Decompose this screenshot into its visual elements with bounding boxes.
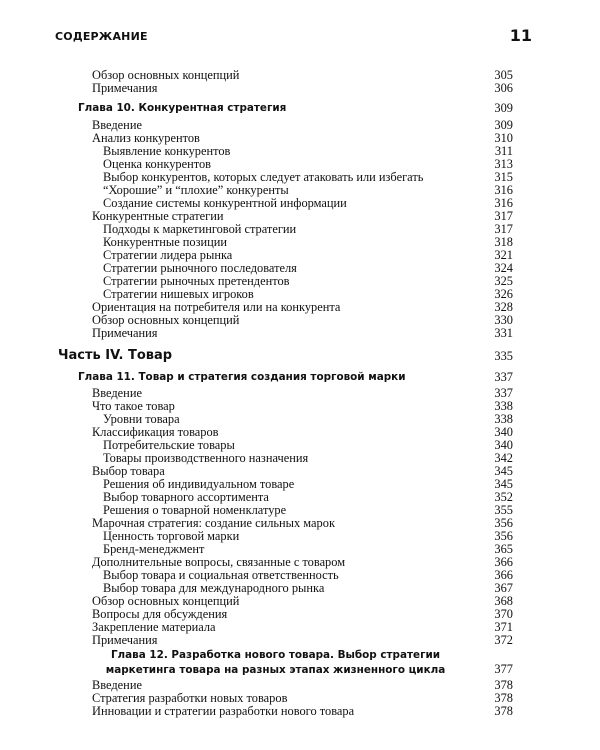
toc-entry [0, 568, 600, 582]
toc-entry-title: Закрепление материала [92, 620, 216, 634]
toc-entry-title: Вопросы для обсуждения [92, 607, 228, 621]
toc-chapter-page-number: 377 [494, 662, 513, 676]
toc-entry [0, 607, 600, 621]
running-header-title: СОДЕРЖАНИЕ [55, 30, 148, 43]
toc-entry-title: Выявление конкурентов [103, 144, 231, 158]
toc-entry-page-number: 356 [494, 529, 513, 543]
toc-entry [0, 555, 600, 569]
toc-entry-title: Примечания [92, 81, 158, 95]
toc-entry [0, 274, 600, 288]
toc-entry-title: Подходы к маркетинговой стратегии [103, 222, 297, 236]
toc-chapter-title: Глава 11. Товар и стратегия создания торговой марки [78, 371, 406, 383]
toc-entry [0, 581, 600, 595]
toc-entry-title: Стратегии нишевых игроков [103, 287, 254, 301]
toc-entry-title: Товары производственного назначения [103, 451, 309, 465]
toc-entry [0, 451, 600, 465]
toc-entry-page-number: 378 [494, 691, 513, 705]
toc-entry-title: Бренд-менеджмент [103, 542, 205, 556]
toc-entry-title: Марочная стратегия: создание сильных марок [92, 516, 335, 530]
toc-entry-title: Обзор основных концепций [92, 313, 240, 327]
toc-entry [0, 542, 600, 556]
toc-entry-page-number: 321 [494, 248, 513, 262]
toc-entry [0, 620, 600, 634]
toc-entry-page-number: 316 [494, 196, 513, 210]
toc-entry [0, 209, 600, 223]
toc-entry [0, 248, 600, 262]
toc-entry [0, 131, 600, 145]
toc-entry-title: Выбор конкурентов, которых следует атаковать или избегать [103, 170, 424, 184]
toc-entry [0, 412, 600, 426]
toc-entry-page-number: 330 [494, 313, 513, 327]
toc-entry-page-number: 337 [494, 386, 513, 400]
toc-entry [0, 196, 600, 210]
toc-entry [0, 118, 600, 132]
toc-entry-page-number: 311 [494, 144, 513, 158]
toc-entry-page-number: 316 [494, 183, 513, 197]
toc-entry-title: Конкурентные позиции [103, 235, 228, 249]
toc-entry-title: Анализ конкурентов [92, 131, 200, 145]
toc-chapter [0, 370, 600, 384]
toc-entry [0, 300, 600, 314]
toc-entry-page-number: 338 [494, 412, 513, 426]
toc-entry [0, 386, 600, 400]
toc-entry [0, 222, 600, 236]
toc-entry-page-number: 338 [494, 399, 513, 413]
toc-entry [0, 261, 600, 275]
toc-entry [0, 326, 600, 340]
toc-entry-title: Выбор товара для международного рынка [103, 581, 325, 595]
toc-entry-page-number: 305 [494, 68, 513, 82]
toc-chapter [0, 101, 600, 115]
toc-entry [0, 81, 600, 95]
toc-entry-title: Выбор товара [92, 464, 165, 478]
toc-entry-title: Решения об индивидуальном товаре [103, 477, 295, 491]
toc-part-title: Часть IV. Товар [58, 348, 173, 363]
toc-entry [0, 313, 600, 327]
toc-entry [0, 490, 600, 504]
toc-entry-title: Конкурентные стратегии [92, 209, 224, 223]
toc-entry-page-number: 325 [494, 274, 513, 288]
toc-entry [0, 425, 600, 439]
toc-entry-title: Выбор товара и социальная ответственность [103, 568, 339, 582]
toc-entry [0, 594, 600, 608]
toc-entry-page-number: 356 [494, 516, 513, 530]
toc-entry [0, 704, 600, 718]
toc-entry-page-number: 352 [494, 490, 513, 504]
toc-entry-title: Введение [92, 386, 142, 400]
toc-entry [0, 678, 600, 692]
toc-entry-page-number: 378 [494, 704, 513, 718]
toc-entry [0, 438, 600, 452]
running-header-page-number: 11 [509, 26, 532, 45]
toc-entry-title: Дополнительные вопросы, связанные с товаром [92, 555, 346, 569]
toc-entry-title: Обзор основных концепций [92, 594, 240, 608]
toc-entry-title: Выбор товарного ассортимента [103, 490, 269, 504]
toc-entry-page-number: 315 [494, 170, 513, 184]
toc-entry-page-number: 317 [494, 209, 513, 223]
toc-entry-title: Создание системы конкурентной информации [103, 196, 347, 210]
toc-entry-page-number: 340 [494, 425, 513, 439]
toc-entry [0, 183, 600, 197]
toc-entry-page-number: 331 [494, 326, 513, 340]
toc-entry [0, 691, 600, 705]
toc-entry [0, 477, 600, 491]
toc-chapter-page-number: 309 [494, 101, 513, 115]
toc-entry-page-number: 317 [494, 222, 513, 236]
toc-entry-page-number: 313 [494, 157, 513, 171]
toc-entry [0, 144, 600, 158]
toc-entry-page-number: 378 [494, 678, 513, 692]
toc-chapter-title: Глава 10. Конкурентная стратегия [78, 102, 287, 114]
toc-entry [0, 633, 600, 647]
toc-entry-title: Введение [92, 678, 142, 692]
toc-entry-page-number: 318 [494, 235, 513, 249]
toc-entry-title: Обзор основных концепций [92, 68, 240, 82]
toc-entry-title: Потребительские товары [103, 438, 235, 452]
toc-entry-page-number: 345 [494, 464, 513, 478]
toc-entry-title: Что такое товар [92, 399, 175, 413]
toc-entry-title: Ценность торговой марки [103, 529, 240, 543]
toc-entry-page-number: 366 [494, 555, 513, 569]
toc-entry [0, 157, 600, 171]
toc-entry [0, 516, 600, 530]
toc-entry-title: Стратегии лидера рынка [103, 248, 233, 262]
toc-entry-title: Классификация товаров [92, 425, 219, 439]
toc-entry-page-number: 366 [494, 568, 513, 582]
toc-entry-title: Примечания [92, 633, 158, 647]
toc-entry [0, 235, 600, 249]
toc-entry-page-number: 326 [494, 287, 513, 301]
toc-entry-page-number: 365 [494, 542, 513, 556]
toc-entry-title: Стратегии рыночного последователя [103, 261, 297, 275]
toc-entry-page-number: 340 [494, 438, 513, 452]
toc-entry-title: Примечания [92, 326, 158, 340]
toc-entry-page-number: 309 [494, 118, 513, 132]
toc-entry-page-number: 345 [494, 477, 513, 491]
toc-chapter-title: Глава 12. Разработка нового товара. Выбор стратегии маркетинга товара на разных этапах жизненного цикла [105, 649, 446, 676]
toc-entry-page-number: 372 [494, 633, 513, 647]
toc-entry-page-number: 324 [494, 261, 513, 275]
toc-entry-page-number: 371 [494, 620, 513, 634]
toc-entry-title: Решения о товарной номенклатуре [103, 503, 287, 517]
toc-entry [0, 529, 600, 543]
toc-entry-page-number: 328 [494, 300, 513, 314]
toc-entry-page-number: 355 [494, 503, 513, 517]
toc-part-page-number: 335 [494, 349, 513, 363]
toc-chapter-page-number: 337 [494, 370, 513, 384]
toc-entry-title: “Хорошие” и “плохие” конкуренты [103, 183, 289, 197]
toc-entry [0, 68, 600, 82]
toc-entry-title: Ориентация на потребителя или на конкурента [92, 300, 341, 314]
toc-chapter [0, 648, 600, 676]
toc-entry-title: Введение [92, 118, 142, 132]
toc-entry-title: Уровни товара [103, 412, 180, 426]
toc-entry [0, 287, 600, 301]
toc-part [0, 349, 600, 363]
toc-entry-page-number: 370 [494, 607, 513, 621]
toc-entry [0, 399, 600, 413]
toc-entry [0, 170, 600, 184]
toc-entry-page-number: 306 [494, 81, 513, 95]
toc-entry-title: Оценка конкурентов [103, 157, 212, 171]
toc-entry-page-number: 310 [494, 131, 513, 145]
toc-entry-page-number: 367 [494, 581, 513, 595]
toc-entry-title: Инновации и стратегии разработки нового товара [92, 704, 355, 718]
toc-entry [0, 464, 600, 478]
toc-entry-page-number: 368 [494, 594, 513, 608]
toc-entry-title: Стратегии рыночных претендентов [103, 274, 290, 288]
toc-entry-page-number: 342 [494, 451, 513, 465]
toc-entry [0, 503, 600, 517]
toc-entry-title: Стратегия разработки новых товаров [92, 691, 288, 705]
